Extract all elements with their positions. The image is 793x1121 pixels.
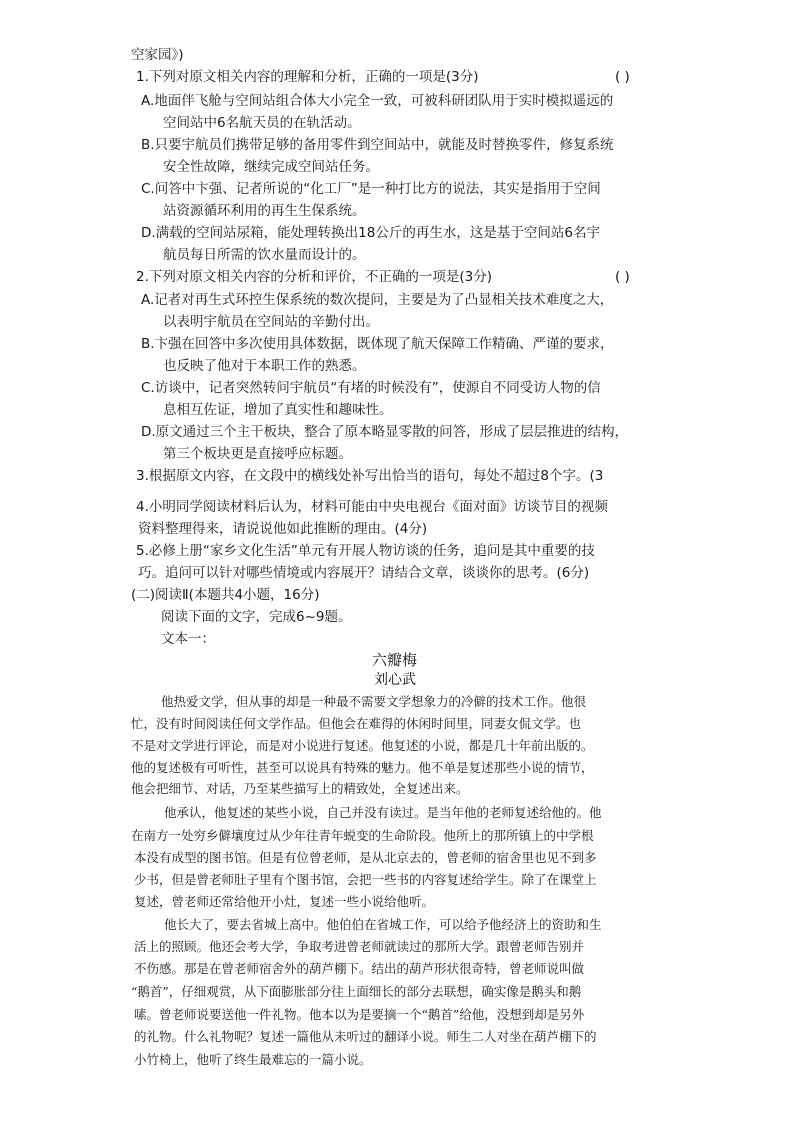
- question-1-stem: 1.下列对原文相关内容的理解和分析，正确的一项是(3分): [136, 69, 479, 85]
- question-2-option-c: C.访谈中，记者突然转问宇航员“有堵的时候没有”，使源自不同受访人物的信: [141, 380, 601, 396]
- question-1-option-a-cont: 空间站中6名航天员的在轨活动。: [163, 115, 361, 131]
- question-3: 3.根据原文内容，在文段中的横线处补写出恰当的语句，每处不超过8个字。(3: [136, 468, 604, 484]
- story-paragraph-2-line-3: 本没有成型的图书馆。但是有位曾老师，是从北京去的，曾老师的宿舍里也见不到多: [134, 850, 597, 865]
- question-2-option-d: D.原文通过三个主干板块，整合了原本略显零散的问答，形成了层层推进的结构，: [141, 424, 629, 440]
- story-paragraph-3-line-7: 小竹椅上，他听了终生最难忘的一篇小说。: [134, 1052, 372, 1067]
- question-1-option-c: C.问答中卞强、记者所说的“化工厂”是一种打比方的说法，其实是指用于空间: [141, 181, 601, 197]
- story-paragraph-3-line-2: 活上的照顾。他还会考大学，争取考进曾老师就读过的那所大学。跟曾老师告别并: [134, 939, 585, 954]
- story-paragraph-3-line-1: 他长大了，要去省城上高中。他伯伯在省城工作，可以给予他经济上的资助和生: [164, 917, 602, 932]
- question-1-answer-paren: ( ): [615, 69, 630, 85]
- story-paragraph-3-line-4: “鹅首”，仔细观赏，从下面膨胀部分往上面细长的部分去联想，确实像是鹅头和鹅: [131, 984, 582, 999]
- story-paragraph-1-line-3: 不是对文学进行评论，而是对小说进行复述。他复述的小说，都是几十年前出版的。: [131, 738, 594, 753]
- story-author: 刘心武: [374, 672, 416, 688]
- story-paragraph-1-line-4: 他的复述极有可听性，甚至可以说具有特殊的魅力。他不单是复述那些小说的情节，: [131, 760, 594, 775]
- question-2-option-d-cont: 第三个板块更是直接呼应标题。: [163, 446, 352, 462]
- question-4: 4.小明同学阅读材料后认为，材料可能由中央电视台《面对面》访谈节目的视频: [136, 499, 608, 515]
- story-paragraph-1-line-5: 他会把细节、对话，乃至某些描写上的精致处，全复述出来。: [131, 781, 469, 796]
- question-1-option-b-cont: 安全性故障，继续完成空间站任务。: [163, 159, 379, 175]
- story-paragraph-2-line-4: 少书，但是曾老师肚子里有个图书馆，会把一些书的内容复述给学生。除了在课堂上: [134, 872, 597, 887]
- story-paragraph-1-line-2: 忙，没有时间阅读任何文学作品。但他会在难得的休闲时间里，同妻女侃文学。也: [131, 716, 582, 731]
- section-2-heading: (二)阅读Ⅱ(本题共4小题，16分): [131, 587, 320, 603]
- question-2-option-b-cont: 也反映了他对于本职工作的熟悉。: [163, 358, 366, 374]
- question-1-option-b: B.只要宇航员们携带足够的备用零件到空间站中，就能及时替换零件，修复系统: [141, 137, 614, 153]
- question-1-option-a: A.地面伴飞舱与空间站组合体大小完全一致，可被科研团队用于实时模拟遥远的: [141, 93, 614, 109]
- question-5: 5.必修上册“家乡文化生活”单元有开展人物访谈的任务，追问是其中重要的技: [136, 543, 595, 559]
- question-2-option-a: A.记者对再生式环控生保系统的数次提问，主要是为了凸显相关技术难度之大，: [141, 292, 614, 308]
- question-2-stem: 2.下列对原文相关内容的分析和评价，不正确的一项是(3分): [136, 269, 493, 285]
- text-one-label: 文本一：: [161, 631, 215, 647]
- question-1-option-d-cont: 航员每日所需的饮水量而设计的。: [163, 247, 366, 263]
- question-1-option-c-cont: 站资源循环利用的再生生保系统。: [163, 203, 366, 219]
- question-5-cont: 巧。追问可以针对哪些情境或内容展开？请结合文章，谈谈你的思考。(6分): [138, 565, 590, 581]
- question-2-option-c-cont: 息相互佐证，增加了真实性和趣味性。: [163, 402, 393, 418]
- story-title: 六瓣梅: [372, 651, 418, 669]
- question-2-answer-paren: ( ): [615, 269, 630, 285]
- story-paragraph-2-line-2: 在南方一处穷乡僻壤度过从少年往青年蜕变的生命阶段。他所上的那所镇上的中学根: [131, 828, 594, 843]
- question-4-cont: 资料整理得来，请说说他如此推断的理由。(4分): [138, 521, 428, 537]
- source-tail: 空家园》): [131, 47, 184, 63]
- story-paragraph-1-line-1: 他热爱文学，但从事的却是一种最不需要文学想象力的冷僻的技术工作。他很: [161, 694, 587, 709]
- question-1-option-d: D.满载的空间站尿箱，能处理转换出18公斤的再生水，这是基于空间站6名宇: [141, 225, 600, 241]
- story-paragraph-2-line-5: 复述，曾老师还常给他开小灶，复述一些小说给他听。: [134, 894, 435, 909]
- question-2-option-b: B.卞强在回答中多次使用具体数据，既体现了航天保障工作精确、严谨的要求，: [141, 336, 614, 352]
- story-paragraph-3-line-5: 嗉。曾老师说要送他一件礼物。他本以为是要摘一个“鹅首”给他，没想到却是另外: [134, 1007, 585, 1022]
- question-2-option-a-cont: 以表明宇航员在空间站的辛勤付出。: [163, 314, 379, 330]
- story-paragraph-2-line-1: 他承认，他复述的某些小说，自己并没有读过。是当年他的老师复述给他的。他: [164, 805, 602, 820]
- section-2-instruction: 阅读下面的文字，完成6~9题。: [161, 609, 352, 625]
- story-paragraph-3-line-6: 的礼物。什么礼物呢？复述一篇他从未听过的翻译小说。师生二人对坐在葫芦棚下的: [134, 1029, 597, 1044]
- story-paragraph-3-line-3: 不伤感。那是在曾老师宿舍外的葫芦棚下。结出的葫芦形状很奇特，曾老师说叫做: [134, 961, 585, 976]
